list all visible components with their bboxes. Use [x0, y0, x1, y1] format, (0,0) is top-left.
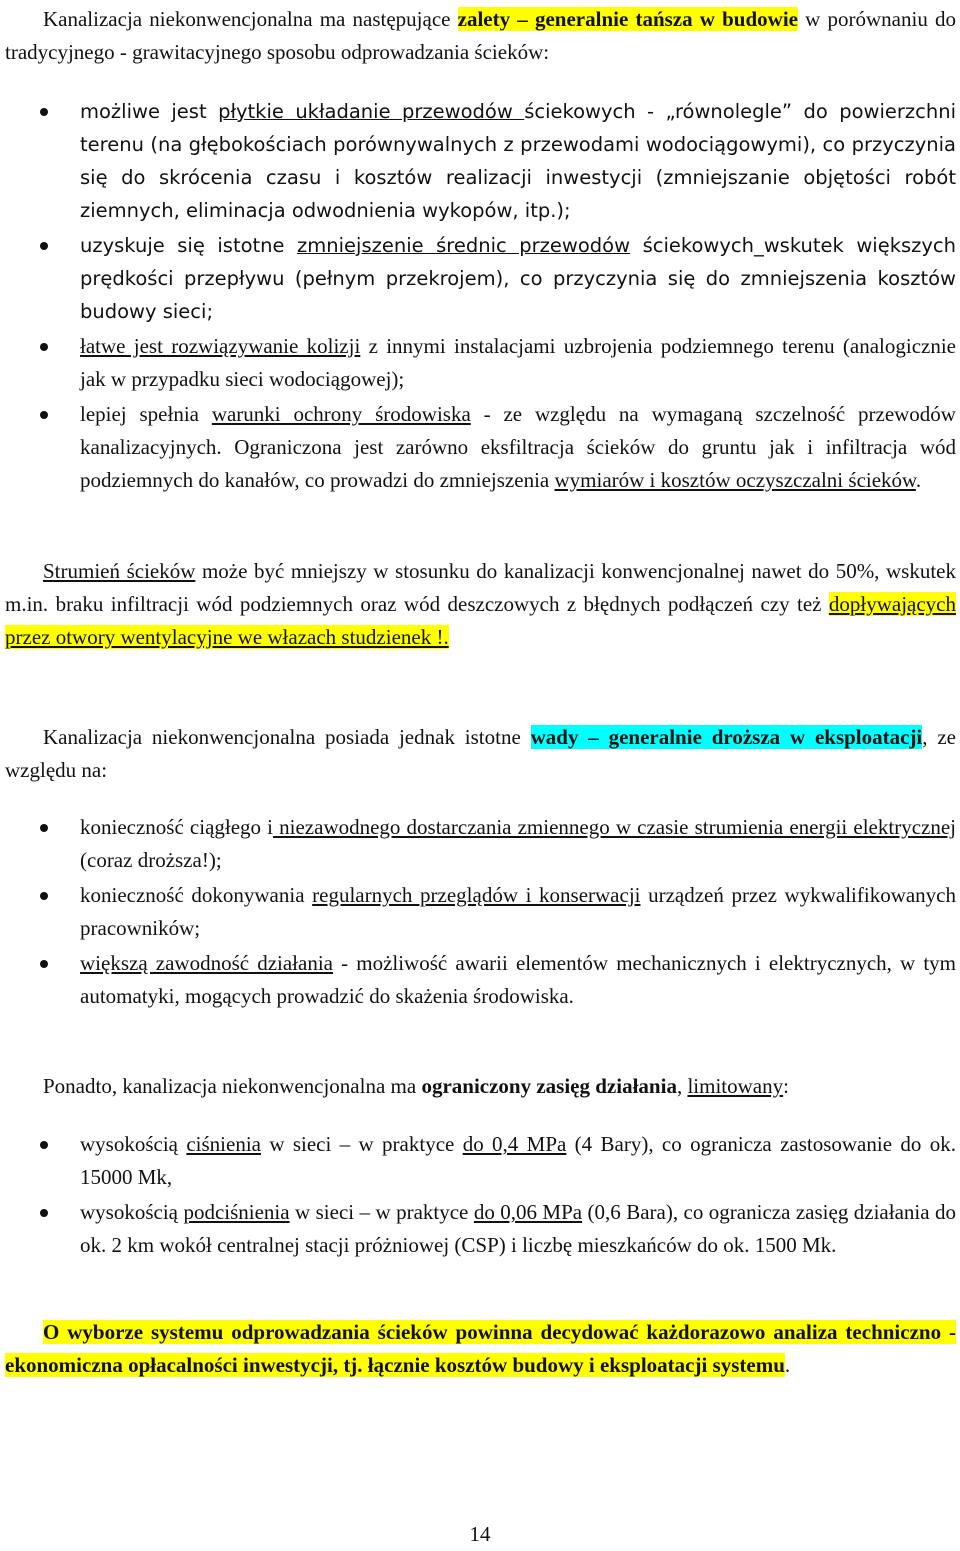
advantages-highlight: zalety – generalnie tańsza w budowie: [457, 7, 798, 31]
flow-highlight: dopływających przez otwory wentylacyjne we włazach studzienek !.: [5, 592, 956, 649]
range-intro: Ponadto, kanalizacja niekonwencjonalna ma ograniczony zasięg działania, limitowany:: [43, 1074, 789, 1098]
disadvantages-highlight: wady – generalnie droższa w eksploatacji: [530, 725, 923, 749]
advantages-intro: [5, 3, 956, 69]
list-item: konieczność ciągłego i niezawodnego dostarczania zmiennego w czasie strumienia energii elektrycznej (coraz droższa!);: [0, 811, 956, 877]
list-item: konieczność dokonywania regularnych przeglądów i konserwacji urządzeń przez wykwalifikowanych pracowników;: [0, 879, 956, 945]
list-item: wysokością podciśnienia w sieci – w praktyce do 0,06 MPa (0,6 Bara), co ogranicza zasięg działania do ok. 2 km wokół centralnej stacji próżniowej (CSP) i liczbę mieszkańców do ok. 1500 Mk.: [0, 1196, 956, 1262]
list-item: wysokością ciśnienia w sieci – w praktyce do 0,4 MPa (4 Bary), co ogranicza zastosowanie do ok. 15000 Mk,: [0, 1128, 956, 1194]
page-number: 14: [469, 1522, 491, 1546]
advantages-list: [0, 95, 956, 499]
disadvantages-list: [0, 811, 956, 1015]
list-item: większą zawodność działania - możliwość awarii elementów mechanicznych i elektrycznych, w tym automatyki, mogących prowadzić do skażenia środowiska.: [0, 947, 956, 1013]
advantages-intro-tail: w porównaniu do tradycyjnego - grawitacyjnego sposobu odprowadzania ścieków:: [5, 7, 956, 64]
list-item: uzyskuje się istotne zmniejszenie średnic przewodów ściekowych_wskutek większych prędkości przepływu (pełnym przekrojem), co przyczynia się do zmniejszenia kosztów budowy sieci;: [0, 229, 956, 328]
advantages-intro-text: Kanalizacja niekonwencjonalna ma następujące: [43, 7, 458, 31]
conclusion-highlight: O wyborze systemu odprowadzania ścieków powinna decydować każdorazowo analiza techniczno - ekonomiczna opłacalności inwestycji, tj. łącznie kosztów budowy i eksploatacji systemu: [5, 1320, 956, 1377]
conclusion-paragraph: O wyborze systemu odprowadzania ścieków powinna decydować każdorazowo analiza techniczno - ekonomiczna opłacalności inwestycji, tj. łącznie kosztów budowy i eksploatacji systemu.: [5, 1320, 956, 1377]
list-item: lepiej spełnia warunki ochrony środowiska - ze względu na wymaganą szczelność przewodów kanalizacyjnych. Ograniczona jest zarówno eksfiltracja ścieków do gruntu jak i infiltracja wód podziemnych do kanałów, co prowadzi do zmniejszenia wymiarów i kosztów oczyszczalni ścieków.: [0, 398, 956, 497]
disadvantages-intro: Kanalizacja niekonwencjonalna posiada jednak istotne wady – generalnie droższa w eksploatacji, ze względu na:: [5, 725, 956, 782]
list-item: łatwe jest rozwiązywanie kolizji z innymi instalacjami uzbrojenia podziemnego terenu (analogicznie jak w przypadku sieci wodociągowej);: [0, 330, 956, 396]
flow-paragraph: Strumień ścieków może być mniejszy w stosunku do kanalizacji konwencjonalnej nawet do 50%, wskutek m.in. braku infiltracji wód podziemnych oraz wód deszczowych z błędnych podłączeń czy też dopływających przez otwory wentylacyjne we włazach studzienek !.: [5, 559, 957, 649]
range-list: [0, 1128, 956, 1264]
list-item: możliwe jest płytkie układanie przewodów ściekowych - „równolegle” do powierzchni terenu (na głębokościach porównywalnych z przewodami wodociągowymi), co przyczynia się do skrócenia czasu i kosztów realizacji inwestycji (zmniejszanie objętości robót ziemnych, eliminacja odwodnienia wykopów, itp.);: [0, 95, 956, 227]
